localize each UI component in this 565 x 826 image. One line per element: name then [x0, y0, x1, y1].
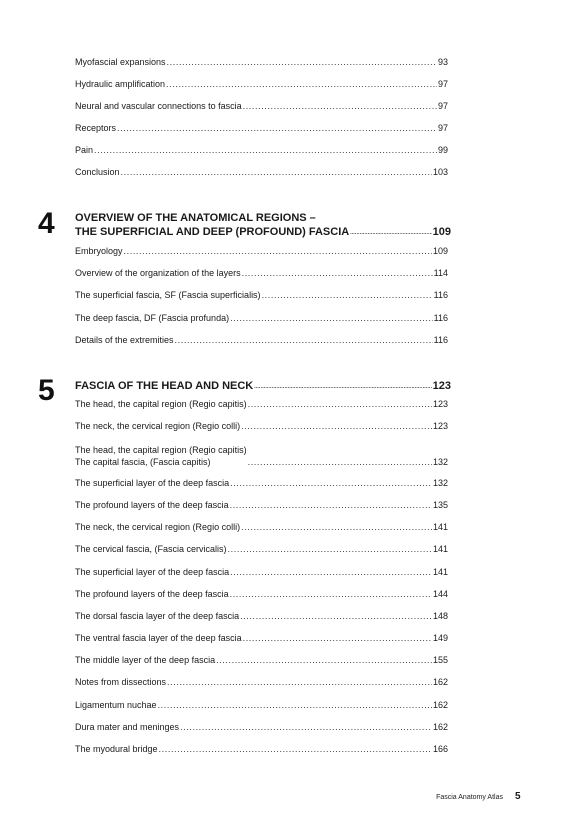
entry-page: 97	[437, 101, 448, 111]
entry-title: Receptors	[75, 123, 117, 133]
entry-title: Dura mater and meninges	[75, 722, 180, 732]
toc-entry	[75, 722, 448, 733]
entry-page: 162	[432, 700, 448, 710]
toc-entry	[75, 478, 448, 489]
chapter-number: 5	[38, 374, 55, 407]
entry-page: 141	[432, 544, 448, 554]
dot-leader	[175, 335, 433, 346]
entry-title: The profound layers of the deep fascia	[75, 589, 229, 599]
page-number: 5	[515, 791, 521, 802]
dot-leader	[242, 268, 433, 279]
entry-page: 109	[432, 246, 448, 256]
toc-entry	[75, 444, 448, 468]
dot-leader	[254, 384, 431, 390]
entry-title: Pain	[75, 145, 94, 155]
dot-leader	[124, 246, 432, 257]
entry-page: 93	[437, 57, 448, 67]
entry-title: Ligamentum nuchae	[75, 700, 157, 710]
entry-page: 149	[432, 633, 448, 643]
toc-entry	[75, 399, 448, 410]
entry-title	[75, 444, 247, 468]
chapter-title	[75, 211, 349, 239]
dot-leader	[230, 567, 432, 578]
toc-entry	[75, 677, 448, 688]
dot-leader	[167, 677, 432, 688]
chapter-number: 4	[38, 207, 55, 240]
entry-title: The superficial layer of the deep fascia	[75, 567, 230, 577]
chapter-heading	[75, 379, 451, 393]
toc-entry	[75, 589, 448, 600]
dot-leader	[121, 167, 432, 178]
entry-title: Neural and vascular connections to fascia	[75, 101, 242, 111]
toc-entry	[75, 544, 448, 555]
entry-page: 166	[432, 744, 448, 754]
entry-page: 99	[437, 145, 448, 155]
dot-leader	[216, 655, 432, 666]
entry-page: 103	[432, 167, 448, 177]
entry-page: 148	[432, 611, 448, 621]
toc-entry	[75, 700, 448, 711]
toc-entry	[75, 101, 448, 112]
toc-entry	[75, 57, 448, 68]
dot-leader	[94, 145, 437, 156]
running-footer-title: Fascia Anatomy Atlas	[436, 794, 503, 801]
toc-entry	[75, 167, 448, 178]
entry-title: Embryology	[75, 246, 123, 256]
dot-leader	[241, 421, 432, 432]
entry-title: The dorsal fascia layer of the deep fascia	[75, 611, 240, 621]
toc-entry	[75, 313, 448, 324]
toc-entry	[75, 522, 448, 533]
dot-leader	[158, 700, 432, 711]
entry-page: 162	[432, 722, 448, 732]
entry-title: Overview of the organization of the layers	[75, 268, 241, 278]
dot-leader	[243, 101, 437, 112]
chapter-page: 109	[432, 226, 451, 238]
entry-page: 116	[433, 335, 448, 345]
chapter-page: 123	[432, 380, 451, 392]
entry-page: 97	[437, 79, 448, 89]
toc-entry	[75, 145, 448, 156]
chapter-title-line: THE SUPERFICIAL AND DEEP (PROFOUND) FASCIA	[75, 226, 350, 238]
dot-leader	[167, 57, 437, 68]
entry-page: 97	[437, 123, 448, 133]
dot-leader	[117, 123, 437, 134]
entry-title: The deep fascia, DF (Fascia profunda)	[75, 313, 230, 323]
toc-entry	[75, 567, 448, 578]
entry-title: The superficial layer of the deep fascia	[75, 478, 230, 488]
dot-leader	[241, 522, 432, 533]
entry-title: Hydraulic amplification	[75, 79, 166, 89]
chapter-title-line: OVERVIEW OF THE ANATOMICAL REGIONS –	[75, 212, 316, 224]
chapter-title-line: FASCIA OF THE HEAD AND NECK	[75, 380, 254, 392]
entry-page: 116	[433, 290, 448, 300]
entry-title: The neck, the cervical region (Regio colli)	[75, 421, 241, 431]
entry-page: 141	[432, 567, 448, 577]
dot-leader	[240, 611, 432, 622]
entry-title: The head, the capital region (Regio capitis)	[75, 399, 247, 409]
toc-entry	[75, 421, 448, 432]
toc-entry	[75, 268, 448, 279]
entry-title: Details of the extremities	[75, 335, 174, 345]
entry-title: The middle layer of the deep fascia	[75, 655, 216, 665]
dot-leader	[230, 500, 432, 511]
entry-title: The profound layers of the deep fascia	[75, 500, 229, 510]
entry-title-line: The head, the capital region (Regio capitis)	[75, 445, 247, 455]
dot-leader	[230, 589, 432, 600]
entry-page: 132	[432, 478, 448, 488]
toc-entry	[75, 655, 448, 666]
dot-leader	[248, 457, 432, 468]
toc-entry	[75, 79, 448, 90]
toc-entry	[75, 500, 448, 511]
entry-title: The cervical fascia, (Fascia cervicalis)	[75, 544, 227, 554]
entry-title: The ventral fascia layer of the deep fascia	[75, 633, 242, 643]
entry-title: The neck, the cervical region (Regio colli)	[75, 522, 241, 532]
entry-title-line: The capital fascia, (Fascia capitis)	[75, 457, 211, 467]
dot-leader	[262, 290, 433, 301]
dot-leader	[228, 544, 432, 555]
dot-leader	[180, 722, 432, 733]
chapter-title	[75, 379, 253, 393]
entry-page: 123	[432, 421, 448, 431]
toc-entry	[75, 611, 448, 622]
dot-leader	[350, 230, 431, 236]
entry-title: Myofascial expansions	[75, 57, 166, 67]
dot-leader	[230, 313, 433, 324]
entry-page: 141	[432, 522, 448, 532]
entry-page: 132	[432, 457, 448, 467]
dot-leader	[230, 478, 432, 489]
entry-title: Conclusion	[75, 167, 120, 177]
toc-entry	[75, 246, 448, 257]
toc-entry	[75, 335, 448, 346]
dot-leader	[166, 79, 437, 90]
entry-title: The superficial fascia, SF (Fascia superficialis)	[75, 290, 261, 300]
dot-leader	[243, 633, 432, 644]
toc-entry	[75, 633, 448, 644]
entry-page: 116	[433, 313, 448, 323]
entry-page: 144	[432, 589, 448, 599]
entry-page: 114	[433, 268, 448, 278]
toc-entry	[75, 290, 448, 301]
toc-entry	[75, 123, 448, 134]
toc-entry	[75, 744, 448, 755]
entry-page: 162	[432, 677, 448, 687]
entry-page: 123	[432, 399, 448, 409]
dot-leader	[248, 399, 432, 410]
chapter-heading	[75, 211, 451, 239]
entry-title: The myodural bridge	[75, 744, 158, 754]
entry-title: Notes from dissections	[75, 677, 167, 687]
entry-page: 155	[432, 655, 448, 665]
dot-leader	[159, 744, 432, 755]
entry-page: 135	[432, 500, 448, 510]
